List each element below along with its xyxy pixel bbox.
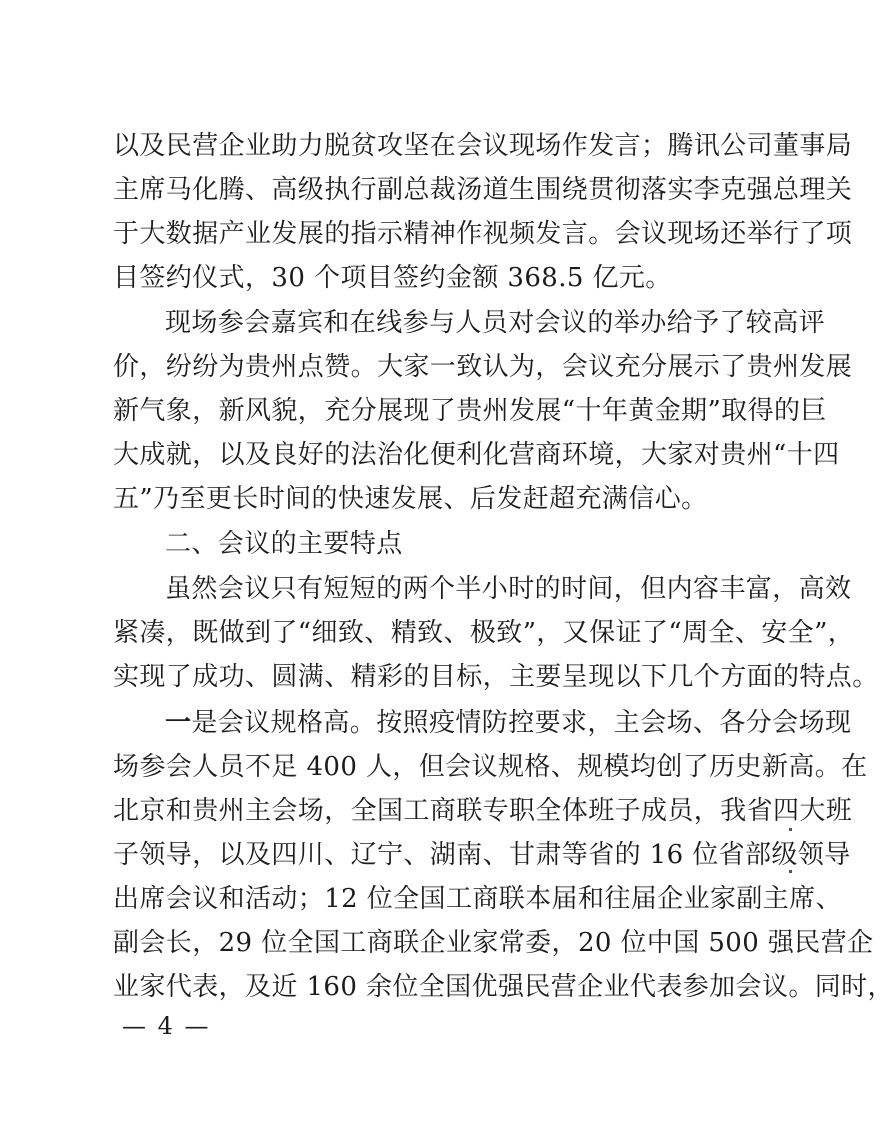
paragraph-text: 是会议规格高。按照疫情防控要求，主会场、各分会场现 xyxy=(191,708,852,738)
paragraph-first-line: 虽然会议只有短短的两个半小时的时间，但内容丰富，高效 xyxy=(165,574,852,604)
text-line: 出席会议和活动；12 位全国工商联本届和往届企业家副主席、 xyxy=(113,884,842,914)
text-line: 紧凑，既做到了“细致、精致、极致”，又保证了“周全、安全”， xyxy=(113,618,855,648)
text-line: 目签约仪式，30 个项目签约金额 368.5 亿元。 xyxy=(113,263,672,293)
text-line: 价，纷纷为贵州点赞。大家一致认为，会议充分展示了贵州发展 xyxy=(113,352,853,382)
text-line: 于大数据产业发展的指示精神作视频发言。会议现场还举行了项 xyxy=(113,219,853,249)
paragraph-first-line xyxy=(165,705,851,741)
bold-prefix: 一 xyxy=(165,708,192,738)
section-heading: 二、会议的主要特点 xyxy=(165,529,403,559)
text-line: 实现了成功、圆满、精彩的目标，主要呈现以下几个方面的特点。 xyxy=(113,662,879,692)
text-line: 以及民营企业助力脱贫攻坚在会议现场作发言；腾讯公司董事局 xyxy=(113,131,853,161)
text-line: 新气象，新风貌，充分展现了贵州发展“十年黄金期”取得的巨 xyxy=(113,396,827,426)
text-line: 场参会人员不足 400 人，但会议规格、规模均创了历史新高。在 xyxy=(113,752,868,782)
paragraph-first-line: 现场参会嘉宾和在线参与人员对会议的举办给予了较高评 xyxy=(165,308,826,338)
text-line: 业家代表，及近 160 余位全国优强民营企业代表参加会议。同时， xyxy=(113,972,894,1002)
text-line: 子领导，以及四川、辽宁、湖南、甘肃等省的 16 位省部级领导 xyxy=(113,840,851,870)
text-line: 大成就，以及良好的法治化便利化营商环境，大家对贵州“十四 xyxy=(113,440,840,470)
page-number: — 4 — xyxy=(122,1012,211,1040)
text-line: 五”乃至更长时间的快速发展、后发赶超充满信心。 xyxy=(113,484,708,514)
scan-mark xyxy=(789,870,792,873)
scan-mark xyxy=(789,828,792,831)
text-line: 主席马化腾、高级执行副总裁汤道生围绕贯彻落实李克强总理关 xyxy=(113,175,853,205)
text-line: 副会长，29 位全国工商联企业家常委，20 位中国 500 强民营企 xyxy=(113,928,874,958)
text-line: 北京和贵州主会场，全国工商联专职全体班子成员，我省四大班 xyxy=(113,796,853,826)
